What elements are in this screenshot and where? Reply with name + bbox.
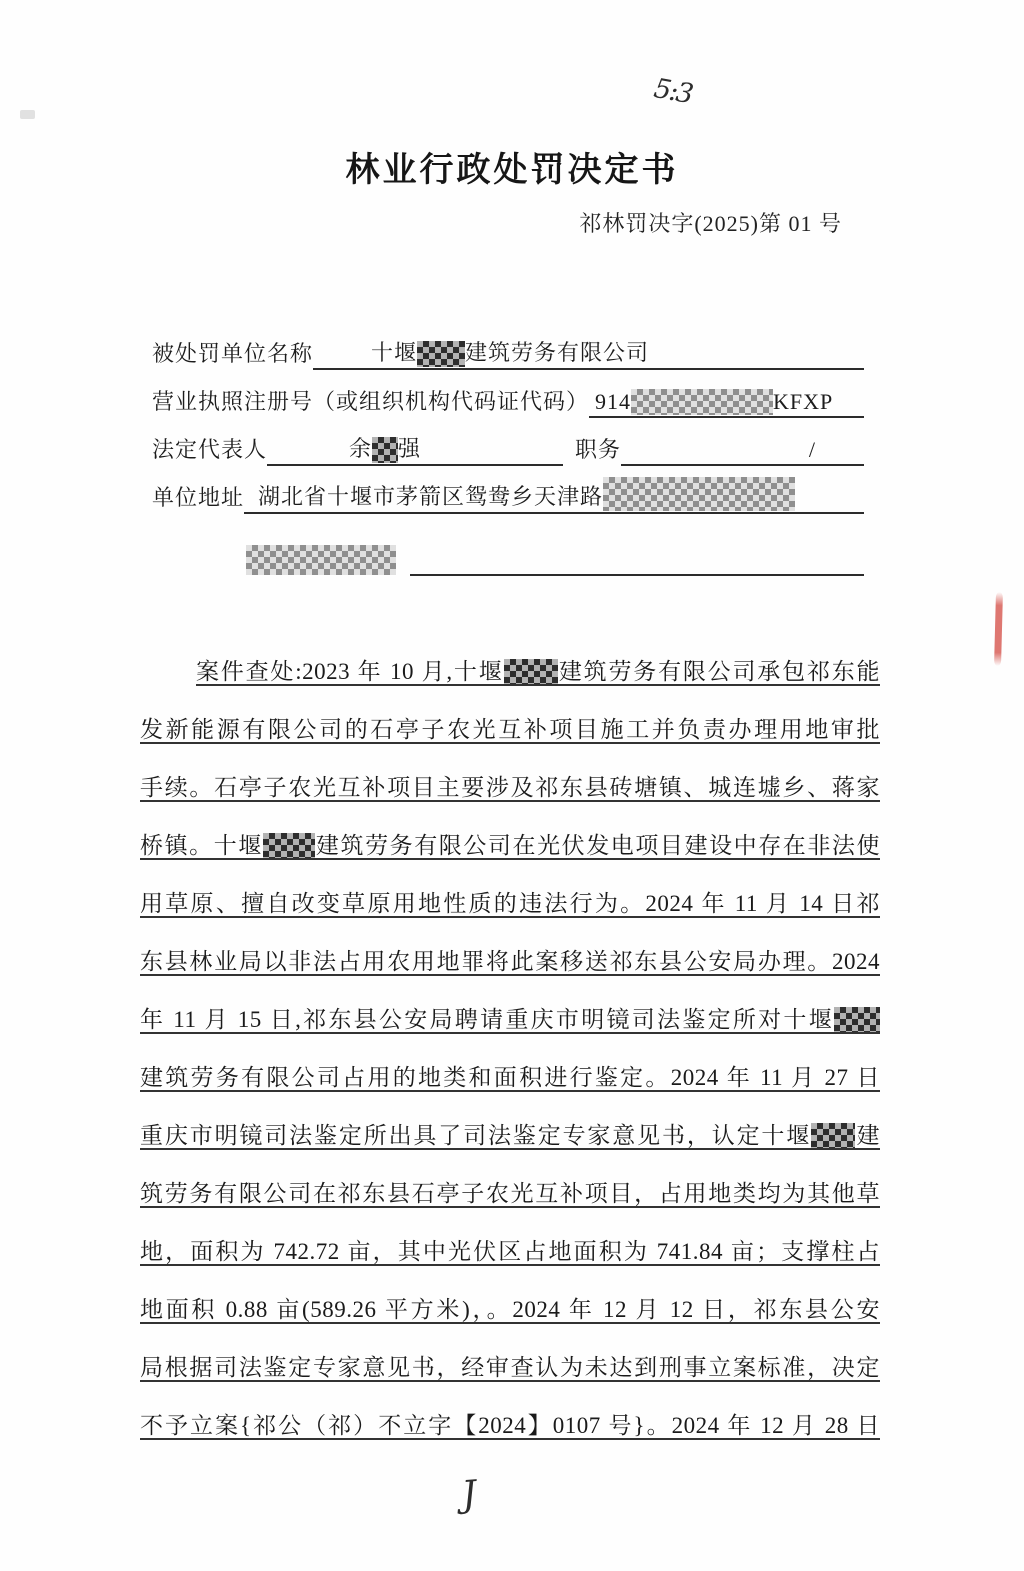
smudge-mark <box>20 110 35 119</box>
form-field-row <box>152 322 864 370</box>
field-label: 法定代表人 <box>152 437 268 462</box>
redacted-block <box>834 1007 880 1033</box>
redacted-block <box>417 341 465 367</box>
handwritten-mark-top: 5:3 <box>651 72 694 111</box>
field-label: 被处罚单位名称 <box>152 341 314 366</box>
body-line: 东县林业局以非法占用农用地罪将此案移送祁东县公安局办理。2024 <box>140 918 880 976</box>
form-field-row <box>152 528 864 576</box>
redacted-block <box>246 545 396 575</box>
body-line: 筑劳务有限公司在祁东县石亭子农光互补项目，占用地类均为其他草 <box>140 1150 880 1208</box>
form-field-row <box>152 466 864 514</box>
form-field-row <box>152 370 864 418</box>
field-value-underline <box>410 542 864 576</box>
field-label: 单位地址 <box>152 485 245 510</box>
field-value-underline: 余 强 <box>267 432 563 466</box>
field-value-underline: 914 KFXP <box>589 384 864 418</box>
field-label: 职务 <box>575 437 622 462</box>
document-title: 林业行政处罚决定书 <box>345 152 679 189</box>
redacted-block <box>504 659 558 685</box>
redacted-block <box>372 437 398 463</box>
field-value-underline: / <box>621 432 864 466</box>
body-line: 地，面积为 742.72 亩，其中光伏区占地面积为 741.84 亩；支撑柱占 <box>140 1208 880 1266</box>
document-number: 祁林罚决字(2025)第 01 号 <box>579 211 842 236</box>
body-line: 年 11 月 15 日,祁东县公安局聘请重庆市明镜司法鉴定所对十堰 <box>140 976 880 1034</box>
handwritten-mark-bottom: J <box>460 1473 479 1516</box>
body-line: 用草原、擅自改变草原用地性质的违法行为。2024 年 11 月 14 日祁 <box>140 860 880 918</box>
red-pen-mark <box>994 592 1003 666</box>
body-line: 建筑劳务有限公司占用的地类和面积进行鉴定。2024 年 11 月 27 日 <box>140 1034 880 1092</box>
redacted-block <box>811 1123 855 1149</box>
field-value-underline <box>246 542 396 576</box>
redacted-block <box>603 477 795 511</box>
body-line: 不予立案{祁公（祁）不立字【2024】0107 号}。2024 年 12 月 28 日 <box>140 1382 880 1440</box>
field-value-underline: 十堰 建筑劳务有限公司 <box>313 336 864 370</box>
body-line: 局根据司法鉴定专家意见书，经审查认为未达到刑事立案标准，决定 <box>140 1324 880 1382</box>
body-line: 手续。石亭子农光互补项目主要涉及祁东县砖塘镇、城连墟乡、蒋家 <box>140 744 880 802</box>
field-value-underline: 湖北省十堰市茅箭区鸳鸯乡天津路 <box>244 477 864 514</box>
body-line: 桥镇。十堰 建筑劳务有限公司在光伏发电项目建设中存在非法使 <box>140 802 880 860</box>
body-line: 重庆市明镜司法鉴定所出具了司法鉴定专家意见书，认定十堰 建 <box>140 1092 880 1150</box>
body-line: 发新能源有限公司的石亭子农光互补项目施工并负责办理用地审批 <box>140 686 880 744</box>
field-label: 营业执照注册号（或组织机构代码证代码） <box>152 389 590 414</box>
case-body <box>140 628 880 1440</box>
form-field-row <box>152 418 864 466</box>
fields-section <box>152 322 864 576</box>
body-line: 地面积 0.88 亩(589.26 平方米)，。2024 年 12 月 12 日，祁东县公安 <box>140 1266 880 1324</box>
redacted-block <box>263 833 315 859</box>
redacted-block <box>631 389 773 415</box>
body-line: 案件查处:2023 年 10 月,十堰 建筑劳务有限公司承包祁东能 <box>196 628 880 686</box>
